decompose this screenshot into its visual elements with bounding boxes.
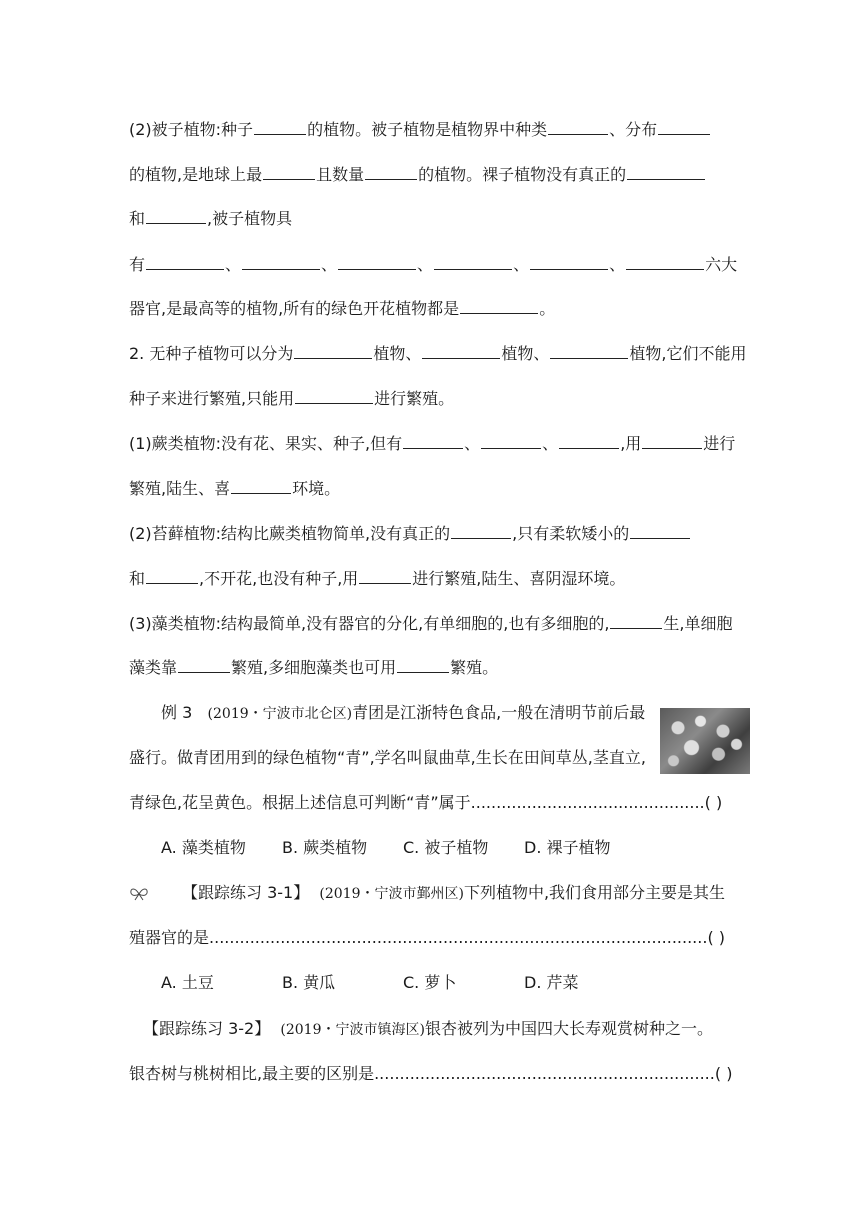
answer-blank[interactable]: [451, 523, 511, 539]
example-3-line-3: [129, 793, 739, 813]
separator: 、: [417, 255, 434, 274]
plant-photo: [660, 708, 750, 774]
practice-3-1-line-2: [129, 928, 739, 948]
practice-3-2-line-2: [129, 1064, 739, 1084]
answer-blank[interactable]: [626, 254, 704, 270]
text-segment: ,不开花,也没有种子,用: [199, 569, 359, 588]
practice-3-2-line-1: [143, 1019, 743, 1040]
text-line: [129, 568, 739, 589]
answer-blank[interactable]: [178, 657, 230, 673]
example-text: 盛行。做青团用到的绿色植物“青”,学名叫鼠曲草,生长在田间草丛,茎直立,: [129, 748, 646, 767]
answer-blank[interactable]: [263, 164, 315, 180]
answer-blank[interactable]: [627, 164, 705, 180]
text-segment: 植物、: [501, 344, 550, 363]
answer-blank[interactable]: [530, 254, 608, 270]
answer-paren[interactable]: ( ): [714, 1064, 733, 1083]
text-segment: ,用: [620, 434, 642, 453]
text-segment: (3)藻类植物:结构最简单,没有器官的分化,有单细胞的,也有多细胞的,: [129, 614, 610, 633]
practice-3-1-options: [161, 973, 771, 993]
answer-blank[interactable]: [146, 208, 206, 224]
text-segment: 种子来进行繁殖,只能用: [129, 389, 295, 408]
text-line: [129, 208, 739, 229]
practice-text: 银杏被列为中国四大长寿观赏树种之一。: [424, 1019, 713, 1038]
text-line: [129, 433, 739, 454]
example-text: 青绿色,花呈黄色。根据上述信息可判断“青”属于: [129, 793, 471, 812]
answer-blank[interactable]: [242, 254, 320, 270]
answer-blank[interactable]: [397, 657, 449, 673]
text-segment: 和: [129, 209, 146, 228]
option-a[interactable]: A. 土豆: [161, 973, 214, 992]
text-segment: (2)被子植物:种子: [129, 120, 254, 139]
answer-blank[interactable]: [403, 433, 463, 449]
text-segment: 、分布: [609, 120, 658, 139]
example-source: (2019・宁波市北仑区): [207, 706, 353, 722]
text-segment: 进行繁殖,陆生、喜阴湿环境。: [412, 569, 626, 588]
answer-blank[interactable]: [550, 343, 628, 359]
practice-source: (2019・宁波市鄞州区): [319, 886, 464, 902]
answer-blank[interactable]: [630, 523, 690, 539]
text-line: [129, 254, 739, 275]
separator: 、: [225, 255, 242, 274]
text-line: [129, 298, 739, 319]
answer-blank[interactable]: [231, 478, 291, 494]
example-3-line-2: [129, 748, 649, 768]
text-segment: 的植物。裸子植物没有真正的: [418, 165, 627, 184]
separator: 、: [542, 434, 559, 453]
text-line: [129, 343, 747, 364]
text-segment: 繁殖,多细胞藻类也可用: [231, 658, 397, 677]
separator: 、: [464, 434, 481, 453]
leader-dots: ...................................................................: [374, 1064, 715, 1083]
leader-dots: ..............................................: [470, 793, 705, 812]
text-segment: 生,单细胞: [663, 614, 733, 633]
answer-blank[interactable]: [642, 433, 702, 449]
text-segment: ,只有柔软矮小的: [512, 524, 630, 543]
answer-blank[interactable]: [338, 254, 416, 270]
text-segment: 植物,它们不能用: [629, 344, 747, 363]
text-segment: (1)蕨类植物:没有花、果实、种子,但有: [129, 434, 403, 453]
text-segment: 有: [129, 255, 146, 274]
answer-blank[interactable]: [146, 254, 224, 270]
answer-blank[interactable]: [460, 298, 538, 314]
separator: 、: [609, 255, 626, 274]
text-segment: 繁殖,陆生、喜: [129, 479, 231, 498]
leader-dots: ..................................................................................................: [209, 928, 708, 947]
text-segment: 进行: [703, 434, 736, 453]
answer-blank[interactable]: [610, 613, 662, 629]
text-line: [129, 119, 739, 140]
practice-text: 殖器官的是: [129, 928, 210, 947]
answer-paren[interactable]: ( ): [707, 928, 726, 947]
answer-blank[interactable]: [434, 254, 512, 270]
text-segment: 。: [539, 299, 556, 318]
text-segment: 的植物。被子植物是植物界中种类: [307, 120, 548, 139]
text-segment: (2)苔藓植物:结构比蕨类植物简单,没有真正的: [129, 524, 451, 543]
text-segment: 进行繁殖。: [374, 389, 455, 408]
answer-blank[interactable]: [359, 568, 411, 584]
option-a[interactable]: A. 藻类植物: [161, 838, 246, 857]
example-label: 例 3: [161, 703, 193, 722]
option-c[interactable]: C. 萝卜: [403, 973, 457, 992]
example-3-line-1: [161, 703, 651, 724]
practice-label: 【跟踪练习 3-1】: [182, 883, 310, 902]
option-d[interactable]: D. 芹菜: [524, 973, 579, 992]
text-segment: 藻类靠: [129, 658, 178, 677]
answer-blank[interactable]: [548, 119, 608, 135]
text-segment: 器官,是最高等的植物,所有的绿色开花植物都是: [129, 299, 460, 318]
answer-blank[interactable]: [254, 119, 306, 135]
answer-blank[interactable]: [559, 433, 619, 449]
practice-label: 【跟踪练习 3-2】: [143, 1019, 271, 1038]
answer-blank[interactable]: [295, 388, 373, 404]
practice-3-1-line-1: [182, 883, 742, 904]
practice-text: 银杏树与桃树相比,最主要的区别是: [129, 1064, 375, 1083]
text-segment: 且数量: [316, 165, 365, 184]
text-segment: 植物、: [373, 344, 422, 363]
text-segment: 繁殖。: [450, 658, 499, 677]
text-segment: 六大: [705, 255, 738, 274]
answer-paren[interactable]: ( ): [704, 793, 723, 812]
text-line: [129, 613, 739, 634]
example-text: 青团是江浙特色食品,一般在清明节前后最: [352, 703, 646, 722]
answer-blank[interactable]: [658, 119, 710, 135]
text-line: [129, 164, 739, 185]
separator: 、: [513, 255, 530, 274]
option-c[interactable]: C. 被子植物: [403, 838, 489, 857]
text-segment: 2. 无种子植物可以分为: [129, 344, 294, 363]
answer-blank[interactable]: [481, 433, 541, 449]
text-segment: 和: [129, 569, 146, 588]
text-line: [129, 523, 739, 544]
answer-blank[interactable]: [146, 568, 198, 584]
practice-source: (2019・宁波市镇海区): [280, 1022, 425, 1038]
option-d[interactable]: D. 裸子植物: [524, 838, 611, 857]
text-line: [129, 657, 739, 678]
text-line: [129, 388, 739, 409]
answer-blank[interactable]: [294, 343, 372, 359]
answer-blank[interactable]: [365, 164, 417, 180]
text-segment: 的植物,是地球上最: [129, 165, 263, 184]
example-3-options: [161, 838, 771, 858]
separator: 、: [321, 255, 338, 274]
answer-blank[interactable]: [422, 343, 500, 359]
text-segment: 环境。: [292, 479, 341, 498]
butterfly-icon: [129, 886, 149, 902]
text-line: [129, 478, 739, 499]
option-b[interactable]: B. 蕨类植物: [282, 838, 368, 857]
text-segment: ,被子植物具: [207, 209, 293, 228]
option-b[interactable]: B. 黄瓜: [282, 973, 336, 992]
practice-text: 下列植物中,我们食用部分主要是其生: [463, 883, 726, 902]
